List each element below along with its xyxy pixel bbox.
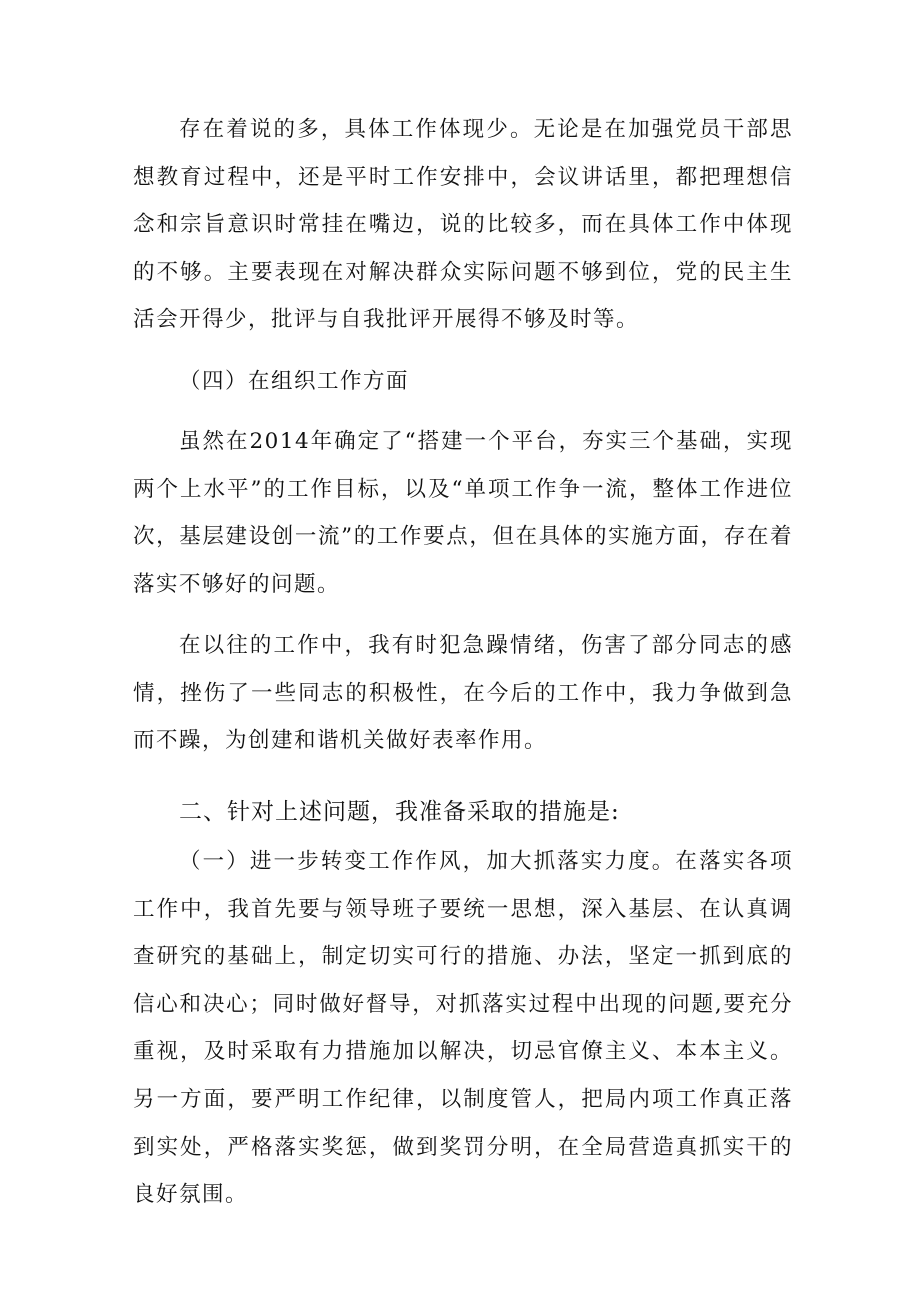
paragraph-measure-one: （一）进一步转变工作作风，加大抓落实力度。在落实各项工作中，我首先要与领导班子要统一思想，深入基层、在认真调查研究的基础上，制定切实可行的措施、办法，坚定一抓到底的信心和决心；同时做好督导，对抓落实过程中出现的问题,要充分重视，及时采取有力措施加以解决，切忌官僚主义、本本主义。另一方面，要严明工作纪律，以制度管人，把局内项工作真正落到实处，严格落实奖惩，做到奖罚分明，在全局营造真抓实干的良好氛围。 bbox=[133, 849, 793, 1208]
paragraph-work-reflection: 存在着说的多，具体工作体现少。无论是在加强党员干部思想教育过程中，还是平时工作安排中，会议讲话里，都把理想信念和宗旨意识时常挂在嘴边，说的比较多，而在具体工作中体现的不够。主要表现在对解决群众实际问题不够到位，党的民主生活会开得少，批评与自我批评开展得不够及时等。 bbox=[133, 117, 793, 333]
section-heading-organization-work: （四）在组织工作方面 bbox=[179, 369, 410, 394]
paragraph-2014-goals: 虽然在2014年确定了“搭建一个平台，夯实三个基础，实现两个上水平”的工作目标，以及“单项工作争一流，整体工作进位次，基层建设创一流”的工作要点，但在具体的实施方面，存在着落实不够好的问题。 bbox=[133, 429, 793, 597]
section-heading-measures: 二、针对上述问题，我准备采取的措施是: bbox=[179, 799, 620, 825]
paragraph-temperament: 在以往的工作中，我有时犯急躁情绪，伤害了部分同志的感情，挫伤了一些同志的积极性，在今后的工作中，我力争做到急而不躁，为创建和谐机关做好表率作用。 bbox=[133, 633, 793, 754]
